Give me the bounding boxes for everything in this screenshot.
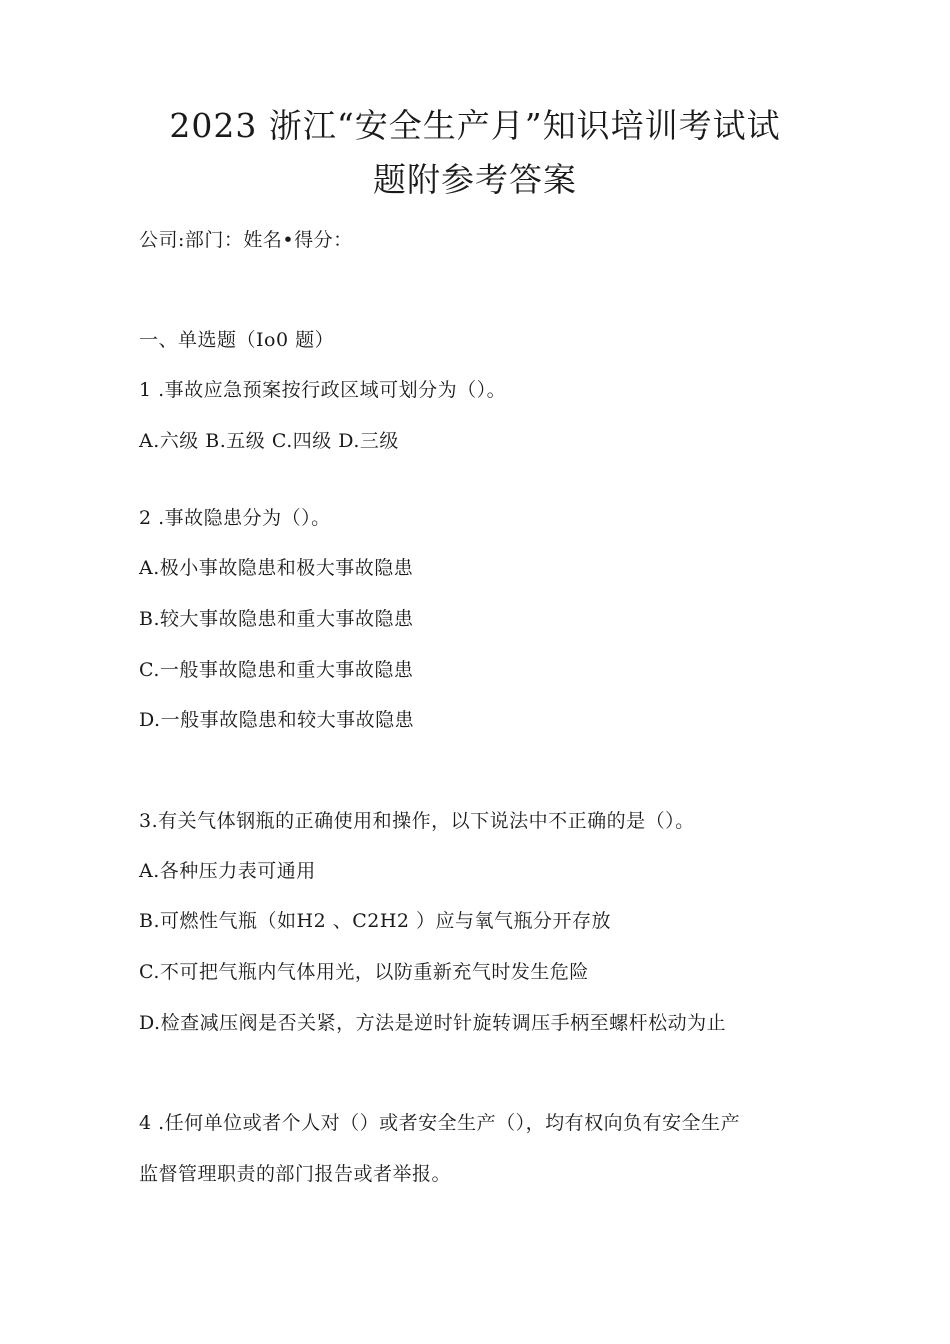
- info-line: 公司:部门：姓名•得分：: [139, 229, 353, 251]
- question-3-option-d: D.检查减压阀是否关紧，方法是逆时针旋转调压手柄至螺杆松动为止: [139, 1012, 727, 1034]
- question-3-stem: 3.有关气体钢瓶的正确使用和操作，以下说法中不正确的是（）。: [139, 810, 695, 832]
- question-2-option-c: C.一般事故隐患和重大事故隐患: [139, 659, 414, 681]
- section-heading: 一、单选题（Io0 题）: [139, 329, 335, 351]
- question-3-option-a: A.各种压力表可通用: [139, 860, 316, 882]
- document-title-line-2: 题附参考答案: [373, 160, 577, 199]
- question-2-option-b: B.较大事故隐患和重大事故隐患: [139, 608, 414, 630]
- question-1-options: A.六级 B.五级 C.四级 D.三级: [139, 430, 399, 452]
- question-3-option-b: B.可燃性气瓶（如H2 、C2H2 ）应与氧气瓶分开存放: [139, 910, 612, 932]
- question-2-option-d: D.一般事故隐患和较大事故隐患: [139, 709, 415, 731]
- question-2-option-a: A.极小事故隐患和极大事故隐患: [139, 557, 414, 579]
- question-1-stem: 1 .事故应急预案按行政区域可划分为（）。: [139, 379, 507, 401]
- question-2-stem: 2 .事故隐患分为（）。: [139, 507, 331, 529]
- question-4-stem-line-1: 4 .任何单位或者个人对（）或者安全生产（），均有权向负有安全生产: [139, 1112, 741, 1134]
- question-3-option-c: C.不可把气瓶内气体用光，以防重新充气时发生危险: [139, 961, 589, 983]
- question-4-stem-line-2: 监督管理职责的部门报告或者举报。: [139, 1163, 452, 1185]
- document-title-line-1: 2023 浙江“安全生产月”知识培训考试试: [169, 106, 781, 145]
